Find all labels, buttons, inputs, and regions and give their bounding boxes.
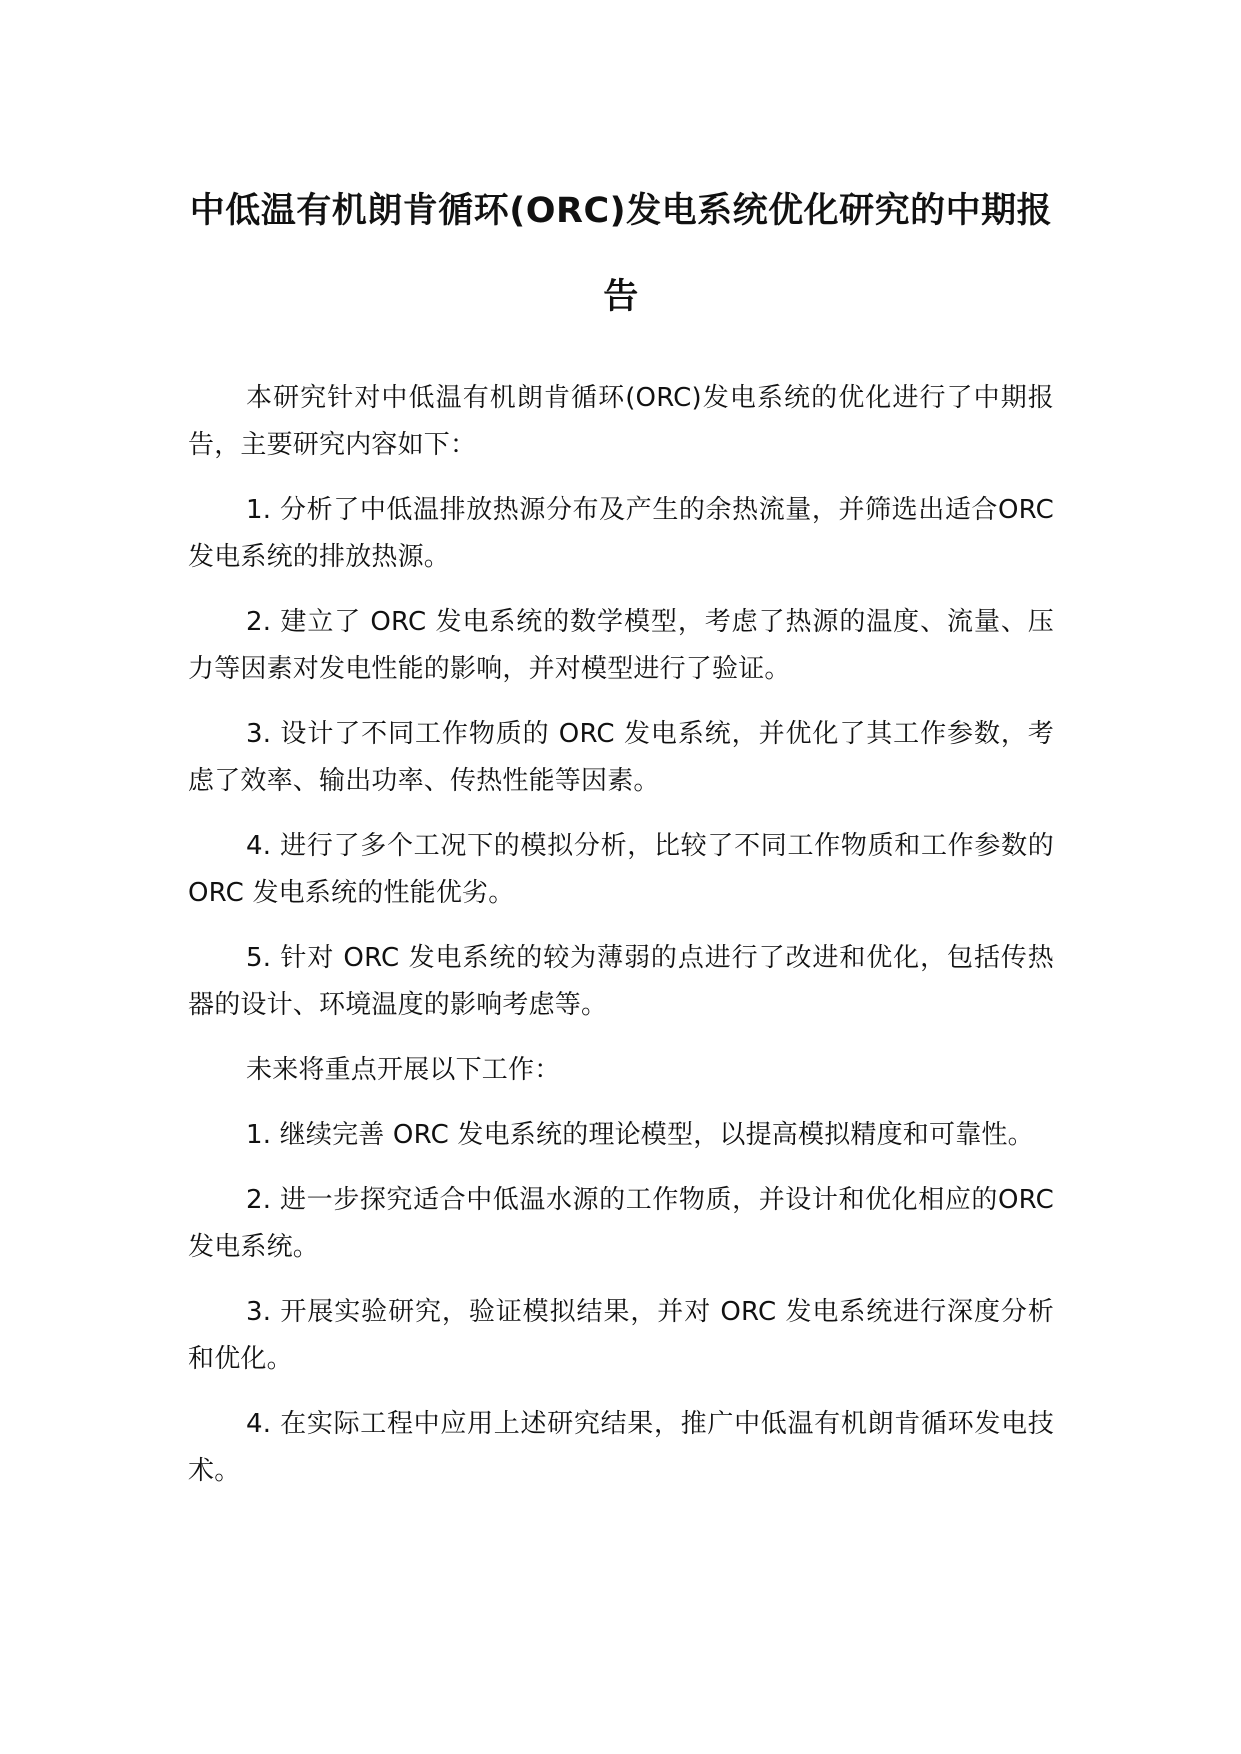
document-title: 中低温有机朗肯循环(ORC)发电系统优化研究的中期报告: [189, 191, 1053, 317]
future-item-4: 4. 在实际工程中应用上述研究结果，推广中低温有机朗肯循环发电技术。: [188, 1409, 1054, 1486]
content-item-3: 3. 设计了不同工作物质的 ORC 发电系统，并优化了其工作参数，考虑了效率、输出功率、传热性能等因素。: [188, 719, 1054, 796]
intro-paragraph: 本研究针对中低温有机朗肯循环(ORC)发电系统的优化进行了中期报告，主要研究内容如下：: [188, 383, 1054, 460]
content-item-1: 1. 分析了中低温排放热源分布及产生的余热流量，并筛选出适合ORC 发电系统的排放热源。: [188, 495, 1054, 572]
content-item-5: 5. 针对 ORC 发电系统的较为薄弱的点进行了改进和优化，包括传热器的设计、环境温度的影响考虑等。: [188, 943, 1054, 1020]
content-item-2: 2. 建立了 ORC 发电系统的数学模型，考虑了热源的温度、流量、压力等因素对发电性能的影响，并对模型进行了验证。: [188, 607, 1054, 684]
future-work-heading: 未来将重点开展以下工作：: [246, 1055, 561, 1085]
future-item-2: 2. 进一步探究适合中低温水源的工作物质，并设计和优化相应的ORC 发电系统。: [188, 1185, 1054, 1262]
document-body: [188, 375, 1054, 1513]
future-item-1: 1. 继续完善 ORC 发电系统的理论模型，以提高模拟精度和可靠性。: [246, 1120, 1034, 1150]
content-item-4: 4. 进行了多个工况下的模拟分析，比较了不同工作物质和工作参数的 ORC 发电系统的性能优劣。: [188, 831, 1054, 908]
future-item-3: 3. 开展实验研究，验证模拟结果，并对 ORC 发电系统进行深度分析和优化。: [188, 1297, 1054, 1374]
